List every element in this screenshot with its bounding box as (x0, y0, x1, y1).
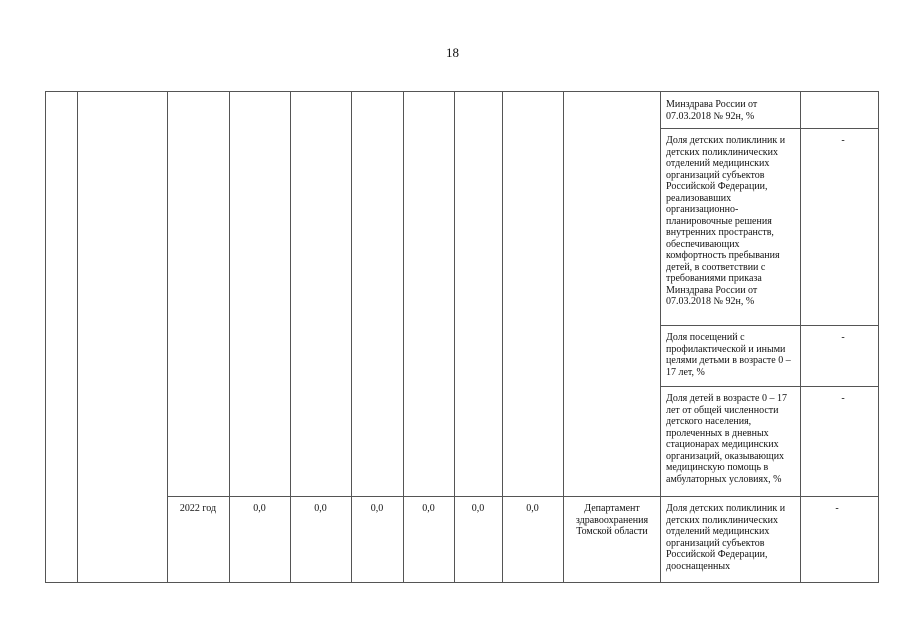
amount-cell: 0,0 (471, 503, 485, 514)
financing-table (45, 91, 879, 583)
indicator-text: Доля детей в возрасте 0 – 17 лет от общей численности детского населения, пролеченных в дневных стационарах медицинских организаций, оказывающих медицинскую помощь в амбулаторных условиях, % (666, 393, 787, 485)
indicator-text: Минздрава России от 07.03.2018 № 92н, % (666, 99, 758, 122)
amount-cell: 0,0 (526, 503, 539, 514)
indicator-text: Доля посещений с профилактической и иными целями детьми в возрасте 0 – 17 лет, % (666, 332, 791, 378)
amount-cell: 0,0 (253, 503, 266, 514)
indicator-text: Доля детских поликлиник и детских поликлинических отделений медицинских организаций субъектов Российской Федерации, дооснащенных (666, 503, 786, 572)
indicator-value: - (835, 503, 839, 514)
indicator-text: Доля детских поликлиник и детских поликлинических отделений медицинских организаций субъектов Российской Федерации, реализовавших организационно-планировочные решения внутренних пространств, обеспечивающих комфортность пребывания детей, в соответствии с требованиями приказа Минздрава России от 07.03.2018 № 92н, % (666, 135, 786, 307)
amount-cell: 0,0 (422, 503, 435, 514)
amount-cell: 0,0 (314, 503, 327, 514)
indicator-value: - (841, 332, 845, 343)
year-cell: 2022 год (179, 503, 217, 514)
executor-cell: Департамент здравоохранения Томской области (575, 503, 649, 537)
page-number: 18 (446, 45, 459, 60)
indicator-value: - (841, 135, 845, 146)
amount-cell: 0,0 (370, 503, 384, 514)
indicator-value: - (841, 393, 845, 404)
